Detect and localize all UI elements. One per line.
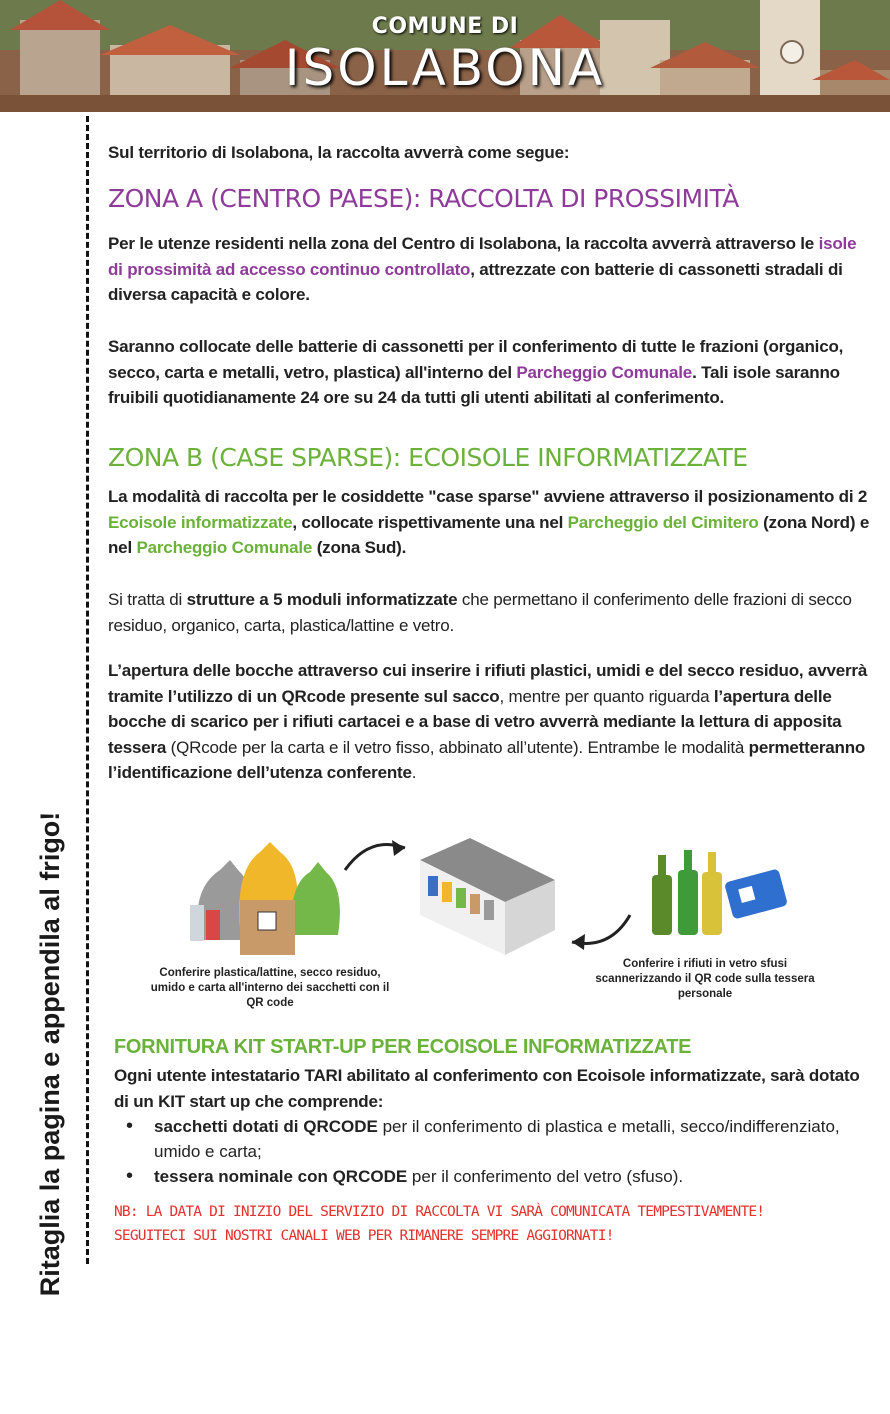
bold-span: strutture a 5 moduli informatizzate [186, 590, 458, 609]
text-span: , mentre per quanto riguarda [499, 686, 714, 706]
glass-bottles-card-icon [652, 850, 788, 935]
zone-b-title: ZONA B (CASE SPARSE): ECOISOLE INFORMATIZZATE [108, 443, 748, 472]
text-span: per il conferimento del vetro (sfuso). [407, 1167, 684, 1186]
text-span: (zona Nord) e nel [108, 512, 870, 557]
zone-b-paragraph-3 [108, 658, 873, 786]
zone-a-paragraph-1 [108, 231, 873, 308]
service-note [114, 1200, 874, 1248]
header-banner [0, 0, 890, 112]
text-span: che permettano il conferimento delle frazioni di secco residuo, organico, carta, plastica/lattine e vetro. [108, 590, 852, 635]
cut-line [86, 116, 89, 1264]
cut-instruction: Ritaglia la pagina e appendila al frigo! [28, 694, 72, 1414]
zone-b-paragraph-2 [108, 587, 873, 638]
text-span: Saranno collocate delle batterie di cassonetti per il conferimento di tutte le frazioni (organico, secco, carta e metalli, vetro, plastica) all'interno del [108, 337, 844, 382]
bold-span: tessera nominale con QRCODE [154, 1167, 408, 1186]
text-span: . [411, 763, 417, 782]
comune-label: COMUNE DI [371, 14, 519, 39]
text-span: (zona Sud). [312, 538, 407, 557]
kit-list [114, 1114, 874, 1189]
zone-a-highlight-parking: Parcheggio Comunale [516, 362, 693, 382]
zone-b-highlight-cimitero: Parcheggio del Cimitero [567, 512, 759, 532]
text-span: . Tali isole saranno fruibili quotidianamente 24 ore su 24 da tutti gli utenti abilitati al conferimento. [108, 362, 840, 407]
zone-b-highlight-ecoisole: Ecoisole informatizzate [108, 512, 293, 532]
caption-bags: Conferire plastica/lattine, secco residuo, umido e carta all'interno dei sacchetti con il QR code [150, 967, 390, 1009]
bold-span: L’apertura delle bocche attraverso cui inserire i rifiuti plastici, umidi e del secco residuo, avverrà tramite l’utilizzo di un QRcode presente sul sacco [108, 661, 868, 706]
bold-span: sacchetti dotati di QRCODE [154, 1117, 378, 1136]
text-span: La modalità di raccolta per le cosiddette "case sparse" avviene attraverso il posizionamento di 2 [108, 487, 868, 506]
list-item [114, 1164, 874, 1189]
bold-span: permetteranno l’identificazione dell’utenza conferente [108, 737, 866, 782]
text-span: , attrezzate con batterie di cassonetti stradali di diversa capacità e colore. [108, 259, 843, 304]
town-name: ISOLABONA [284, 39, 606, 97]
text-span: , collocate rispettivamente una nel [292, 512, 568, 532]
zone-b-highlight-parcheggio: Parcheggio Comunale [136, 538, 313, 557]
caption-card: Conferire i rifiuti in vetro sfusi scannerizzando il QR code sulla tessera personale [595, 958, 815, 1000]
note-line-2: SEGUITECI SUI NOSTRI CANALI WEB PER RIMANERE SEMPRE AGGIORNATI! [114, 1228, 614, 1244]
zone-a-paragraph-2 [108, 334, 873, 411]
note-line-1: NB: LA DATA DI INIZIO DEL SERVIZIO DI RACCOLTA VI SARÀ COMUNICATA TEMPESTIVAMENTE! [114, 1204, 765, 1220]
text-span: Si tratta di [108, 590, 187, 609]
bold-span: l’apertura delle bocche di scarico per i rifiuti cartacei e a base di vetro avverrà mediante la lettura di apposita tessera [108, 686, 842, 757]
intro-text: Sul territorio di Isolabona, la raccolta avverrà come segue: [108, 143, 570, 162]
ecoisola-module-icon [420, 838, 555, 955]
list-item [114, 1114, 874, 1164]
waste-bags-icon [190, 842, 340, 955]
text-span: Per le utenze residenti nella zona del Centro di Isolabona, la raccolta avverrà attraverso le [108, 234, 819, 253]
zone-a-highlight: isole di prossimità ad accesso continuo controllato [108, 234, 857, 279]
text-span: per il conferimento di plastica e metalli, secco/indifferenziato, umido e carta; [154, 1117, 840, 1161]
zone-a-title: ZONA A (CENTRO PAESE): RACCOLTA DI PROSSIMITÀ [108, 184, 739, 213]
kit-title: FORNITURA KIT START-UP PER ECOISOLE INFORMATIZZATE [114, 1036, 692, 1058]
text-span: (QRcode per la carta e il vetro fisso, abbinato all’utente). Entrambe le modalità [166, 737, 749, 757]
kit-intro: Ogni utente intestatario TARI abilitato al conferimento con Ecoisole informatizzate, sarà dotato di un KIT start up che comprende: [114, 1066, 860, 1111]
zone-b-paragraph-1 [108, 484, 873, 561]
ecoisola-illustration [180, 830, 820, 965]
